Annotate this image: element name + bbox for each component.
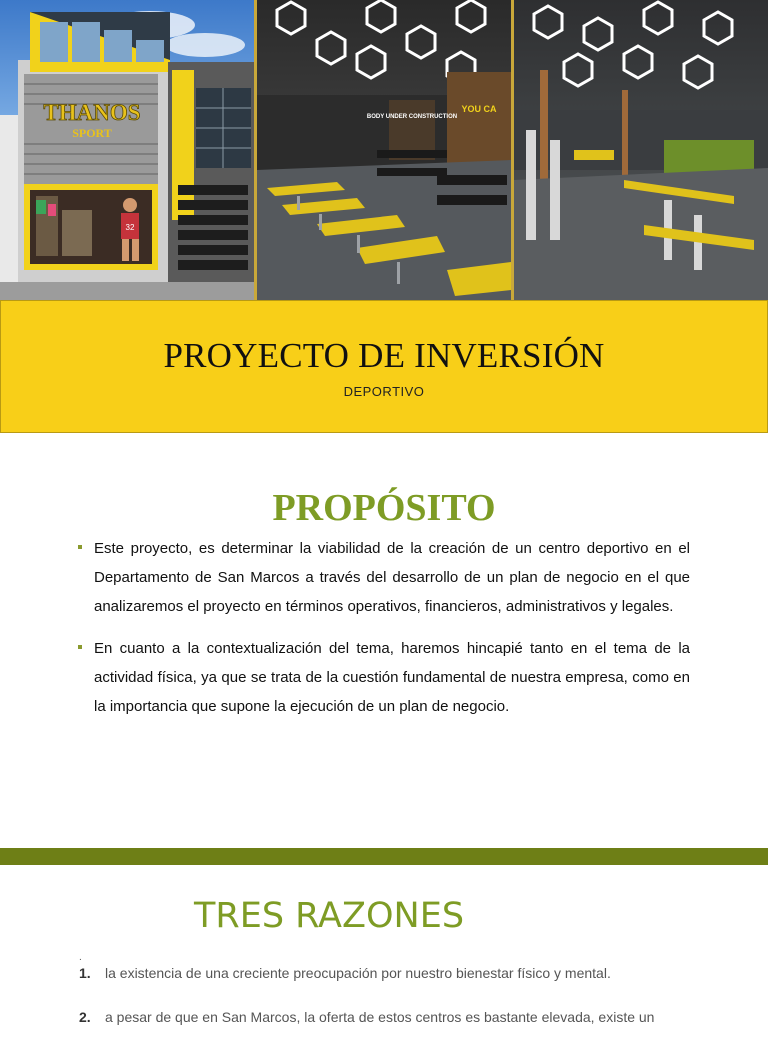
section-divider <box>0 848 768 865</box>
gym-interior-render-2 <box>514 0 768 300</box>
list-item <box>78 534 690 621</box>
list-item <box>78 634 690 721</box>
gym-machines-illustration <box>514 0 768 300</box>
storefront-render <box>0 0 255 300</box>
hero-image-strip <box>0 0 768 300</box>
bullet-text: Este proyecto, es determinar la viabilidad de la creación de un centro deportivo en el Departamento de San Marcos a través del desarrollo de un plan de negocio en el que analizaremos el proyecto en términos operativos, financieros, administrativos y legales. <box>94 540 690 615</box>
gym-interior-render-1 <box>257 0 511 300</box>
reason-number: 2. <box>79 1009 91 1025</box>
jersey-number: 32 <box>125 223 135 232</box>
bullet-marker-icon <box>78 645 82 649</box>
storefront-sign-subtext: SPORT <box>72 126 112 140</box>
page-subtitle: DEPORTIVO <box>343 384 425 399</box>
gym-benches-illustration <box>257 0 511 300</box>
proposito-bullet-list <box>78 534 690 734</box>
reason-text: a pesar de que en San Marcos, la oferta de estos centros es bastante elevada, existe un <box>105 1009 655 1025</box>
list-item <box>79 962 679 984</box>
page-title: PROYECTO DE INVERSIÓN <box>163 336 605 375</box>
bullet-text: En cuanto a la contextualización del tema, haremos hincapié tanto en el tema de la actividad física, ya que se trata de la cuestión fundamental de nuestra empresa, como en la importancia que supone la ejecución de un plan de negocio. <box>94 640 690 715</box>
tres-razones-heading: TRES RAZONES <box>194 896 465 936</box>
stray-dot: . <box>79 952 82 963</box>
reasons-list <box>79 962 679 1050</box>
wall-sign-text: BODY UNDER CONSTRUCTION <box>366 114 458 120</box>
storefront-illustration <box>0 0 255 300</box>
reason-number: 1. <box>79 965 91 981</box>
storefront-sign-text: THANOS <box>43 100 141 125</box>
reason-text: la existencia de una creciente preocupación por nuestro bienestar físico y mental. <box>105 965 611 981</box>
neon-wall-text: YOU CA <box>461 104 497 114</box>
bullet-marker-icon <box>78 545 82 549</box>
list-item <box>79 1006 679 1028</box>
proposito-heading: PROPÓSITO <box>272 487 496 529</box>
